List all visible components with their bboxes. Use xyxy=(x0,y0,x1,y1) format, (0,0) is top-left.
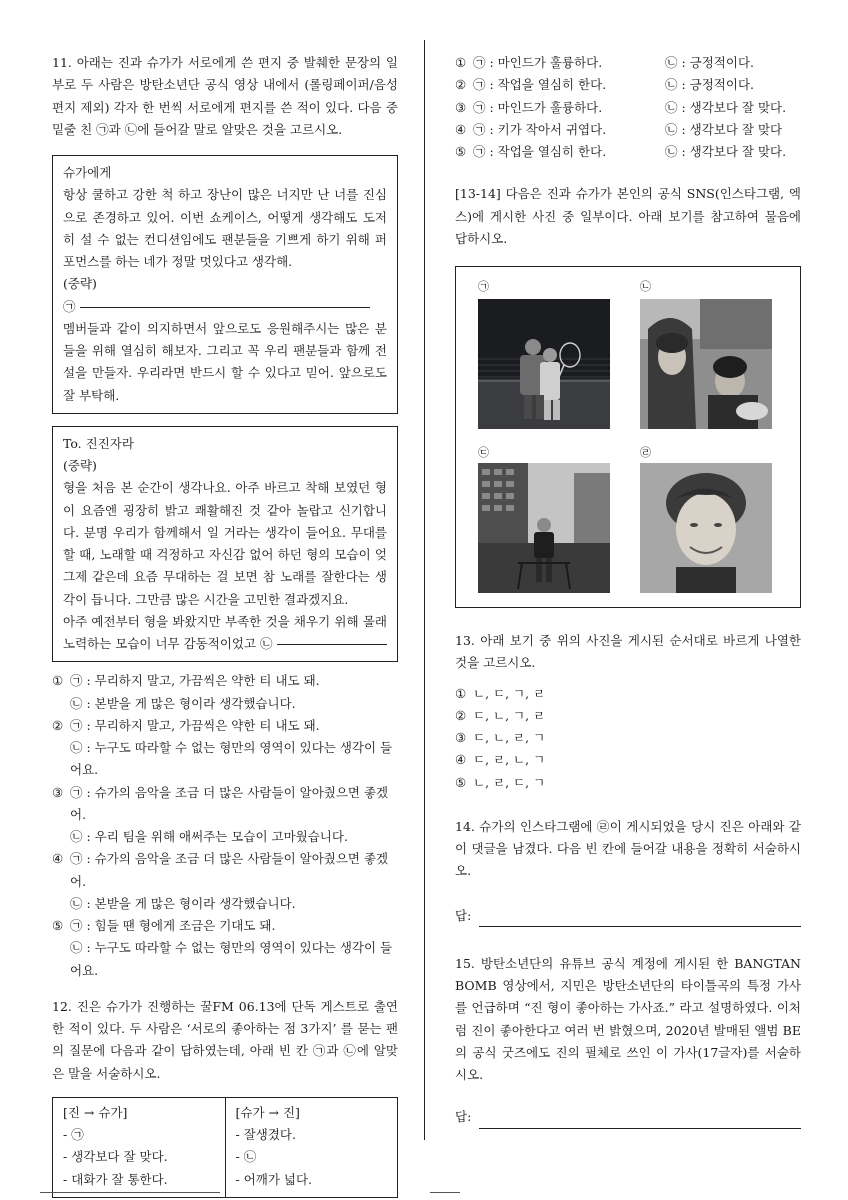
option-text-a: ㉠ : 마인드가 훌륭하다. xyxy=(473,55,603,70)
footer-rule-mid xyxy=(430,1192,460,1193)
q12-left-header: [진 → 슈가] xyxy=(63,1104,128,1120)
option-text-b: ㉡ : 본받을 게 많은 형이라 생각했습니다. xyxy=(70,895,296,911)
option-text: ㄴ, ㄹ, ㄷ, ㄱ xyxy=(473,774,546,790)
q13-stem: 13. 아래 보기 중 위의 사진을 게시된 순서대로 바르게 나열한 것을 고르시오. xyxy=(455,633,801,671)
q12-left-item: - 생각보다 잘 맞다. xyxy=(63,1149,168,1165)
q12-option[interactable] xyxy=(455,74,801,96)
letter2-omit: (중략) xyxy=(63,458,97,473)
q12-suga-to-jin xyxy=(225,1098,398,1197)
q12-left-item: - ㉠ xyxy=(63,1127,84,1142)
q15-answer-field[interactable] xyxy=(479,1115,801,1129)
photo-marker-c: ㉢ xyxy=(478,446,489,459)
photo-d-illustration xyxy=(640,463,772,593)
q13-option[interactable] xyxy=(455,727,801,749)
q12-jin-to-suga xyxy=(53,1098,225,1197)
option-text: ㄷ, ㄹ, ㄴ, ㄱ xyxy=(473,752,546,768)
q14-stem: 14. 슈가의 인스타그램에 ㉣이 게시되었을 당시 진은 아래와 같이 댓글을 남겼다. 다음 빈 칸에 들어갈 내용을 정확히 서술하시오. xyxy=(455,818,801,879)
photo-b-two-people-hoodie xyxy=(640,299,772,429)
option-text-a: ㉠ : 힘들 땐 형에게 조금은 기대도 돼. xyxy=(70,918,276,933)
q12-options xyxy=(455,52,801,163)
q12-right-header: [슈가 → 진] xyxy=(235,1104,300,1120)
option-text-a: ㉠ : 무리하지 말고, 가끔씩은 약한 티 내도 돼. xyxy=(70,717,320,733)
q14-answer-field[interactable] xyxy=(479,913,801,927)
q12-option[interactable] xyxy=(455,141,801,163)
option-text-a: ㉠ : 슈가의 음악을 조금 더 많은 사람들이 알아줬으면 좋겠어. xyxy=(70,851,389,889)
q12-option[interactable] xyxy=(455,97,801,119)
letter2-greeting: To. 진진자라 xyxy=(63,435,134,451)
option-number: ③ xyxy=(455,730,467,745)
option-text-b: ㉡ : 생각보다 잘 맞다. xyxy=(665,144,787,159)
blank-mark-a: ㉠ xyxy=(63,298,76,314)
q12-right-item: - 잘생겼다. xyxy=(235,1127,296,1142)
letter1-greeting: 슈가에게 xyxy=(63,165,112,180)
q11-option[interactable] xyxy=(52,715,398,782)
q13-options xyxy=(455,683,801,794)
option-text-b: ㉡ : 우리 팀을 위해 애써주는 모습이 고마웠습니다. xyxy=(70,829,348,844)
q15-answer-row xyxy=(455,1106,801,1128)
q11-option[interactable] xyxy=(52,848,398,915)
option-text: ㄷ, ㄴ, ㄱ, ㄹ xyxy=(473,707,546,723)
option-text-a: ㉠ : 작업을 열심히 한다. xyxy=(473,144,607,159)
blank-line-b xyxy=(277,644,387,645)
q11-option[interactable] xyxy=(52,670,398,715)
q12-left-item: - 대화가 잘 통한다. xyxy=(63,1171,168,1187)
option-number: ⑤ xyxy=(455,144,467,159)
option-text-b: ㉡ : 누구도 따라할 수 없는 형만의 영역이 있다는 생각이 들어요. xyxy=(70,940,393,978)
option-number: ① xyxy=(455,685,467,701)
q15-stem: 15. 방탄소년단의 유튜브 공식 계정에 게시된 한 BANGTAN BOMB 영상에서, 지민은 방탄소년단의 타이틀곡의 특정 가사를 언급하며 “진 형이 좋아하는 가사죠.” 라고 설명하였다. 이처럼 진이 좋아한다고 여러 번 밝혔으며, 2020년 발매된 앨범 BE의 공식 굿즈에도 진의 필체로 쓰인 이 가사(17글자)를 서술하시오. xyxy=(455,955,801,1082)
q12-option[interactable] xyxy=(455,52,801,74)
q12-table xyxy=(52,1097,398,1198)
option-text: ㄷ, ㄴ, ㄹ, ㄱ xyxy=(473,730,546,745)
q11-stem: 11. 아래는 진과 슈가가 서로에게 쓴 편지 중 발췌한 문장의 일부로 두 사람은 방탄소년단 공식 영상 내에서 (롤링페이퍼/음성편지 제외) 각자 한 번씩 서로에게 편지를 쓴 적이 있다. 다음 중 밑줄 친 ㉠과 ㉡에 들어갈 말로 알맞은 것을 고르시오. xyxy=(52,55,398,137)
option-text-b: ㉡ : 본받을 게 많은 형이라 생각했습니다. xyxy=(70,695,296,711)
option-number: ② xyxy=(455,707,467,723)
letter1-blank xyxy=(63,296,387,318)
column-divider xyxy=(424,40,425,1140)
left-column xyxy=(52,52,398,1198)
letter1-body: 항상 쿨하고 강한 척 하고 장난이 많은 너지만 난 너를 진심으로 존경하고 있어. 이번 쇼케이스, 어떻게 생각해도 도저히 설 수 없는 컨디션임에도 팬분들을 기쁘게 하기 위해 퍼포먼스를 하는 네가 정말 멋있다고 생각해. xyxy=(63,187,387,269)
q11-options xyxy=(52,670,398,982)
option-number: ② xyxy=(52,717,64,733)
blank-line-a xyxy=(80,307,370,308)
footer-rule-left xyxy=(40,1192,220,1193)
option-text-a: ㉠ : 슈가의 음악을 조금 더 많은 사람들이 알아줬으면 좋겠어. xyxy=(70,784,389,822)
q14-answer-row xyxy=(455,905,801,927)
option-number: ③ xyxy=(455,99,467,115)
option-text-b: ㉡ : 누구도 따라할 수 없는 형만의 영역이 있다는 생각이 들어요. xyxy=(70,740,393,778)
photo-a-illustration xyxy=(478,299,610,429)
letter-to-jin-box xyxy=(52,426,398,663)
q13-option[interactable] xyxy=(455,772,801,794)
photo-c-city-street xyxy=(478,463,610,593)
option-text-b: ㉡ : 생각보다 잘 맞다. xyxy=(665,99,787,115)
letter-to-suga-box xyxy=(52,155,398,414)
right-column xyxy=(455,52,801,1129)
option-number: ④ xyxy=(455,121,467,137)
q12-right-item: - 어깨가 넓다. xyxy=(235,1171,313,1187)
photo-c-illustration xyxy=(478,463,610,593)
q12-stem: 12. 진은 슈가가 진행하는 꿀FM 06.13에 단독 게스트로 출연한 적이 있다. 두 사람은 ‘서로의 좋아하는 점 3가지’ 를 묻는 팬의 질문에 다음과 같이 답하였는데, 아래 빈 칸 ㉠과 ㉡에 알맞은 말을 서술하시오. xyxy=(52,998,398,1081)
option-number: ③ xyxy=(52,784,64,800)
option-number: ④ xyxy=(52,851,64,867)
q13-option[interactable] xyxy=(455,749,801,771)
photo-a-tennis-court xyxy=(478,299,610,429)
q13-option[interactable] xyxy=(455,683,801,705)
letter2-body2-text: 아주 예전부터 형을 봐왔지만 부족한 것을 채우기 위해 몰래 노력하는 모습이 너무 감동적이었고 ㉡ xyxy=(63,613,387,651)
photo-panel xyxy=(455,266,801,608)
option-text-b: ㉡ : 긍정적이다. xyxy=(665,77,755,93)
option-number: ⑤ xyxy=(52,918,64,933)
letter1-body2: 멤버들과 같이 의지하면서 앞으로도 응원해주시는 많은 분들을 위해 열심히 해보자. 그리고 꼭 우리 팬분들과 함께 전설을 만들자. 우리라면 반드시 할 수 있다고 믿어. 앞으로도 잘 부탁해. xyxy=(63,320,387,403)
option-text-b: ㉡ : 긍정적이다. xyxy=(665,55,755,70)
option-text-a: ㉠ : 작업을 열심히 한다. xyxy=(473,77,607,93)
option-text-a: ㉠ : 키가 작아서 귀엽다. xyxy=(473,121,607,137)
letter2-body: 형을 처음 본 순간이 생각나요. 아주 바르고 착해 보였던 형이 요즘엔 굉장히 밝고 쾌활해진 것 같아 놀랍고 신기합니다. 분명 우리가 함께해서 일 거라는 생각이 들어요. 무대를 할 때, 노래할 때 걱정하고 자신감 없어 하던 형의 모습이 엊그제 같은데 요즘 무대하는 걸 보면 참 노래를 잘한다는 생각이 듭니다. 그만큼 많은 시간을 고민한 결과겠지요. xyxy=(63,480,387,607)
letter2-body2 xyxy=(63,611,387,656)
option-number: ⑤ xyxy=(455,774,467,790)
option-number: ① xyxy=(455,55,467,70)
photo-marker-a: ㉠ xyxy=(478,280,489,293)
photo-b-illustration xyxy=(640,299,772,429)
option-text-b: ㉡ : 생각보다 잘 맞다 xyxy=(665,121,783,137)
photo-marker-d: ㉣ xyxy=(640,446,651,459)
option-text: ㄴ, ㄷ, ㄱ, ㄹ xyxy=(473,685,546,701)
q15-answer-label: 답: xyxy=(455,1109,472,1125)
option-number: ④ xyxy=(455,752,467,768)
option-number: ② xyxy=(455,77,467,93)
q12-right-item: - ㉡ xyxy=(235,1149,257,1165)
photo-d-portrait xyxy=(640,463,772,593)
q11-option[interactable] xyxy=(52,915,398,982)
letter1-omit: (중략) xyxy=(63,276,97,292)
option-text-a: ㉠ : 무리하지 말고, 가끔씩은 약한 티 내도 돼. xyxy=(70,673,320,689)
q11-option[interactable] xyxy=(52,782,398,849)
photo-marker-b: ㉡ xyxy=(640,280,651,293)
q13-option[interactable] xyxy=(455,705,801,727)
option-number: ① xyxy=(52,673,64,689)
q14-answer-label: 답: xyxy=(455,907,472,923)
option-text-a: ㉠ : 마인드가 훌륭하다. xyxy=(473,99,603,115)
q12-option[interactable] xyxy=(455,119,801,141)
q13-14-intro: [13-14] 다음은 진과 슈가가 본인의 공식 SNS(인스타그램, 엑스)에 게시한 사진 중 일부이다. 아래 보기를 참고하여 물음에 답하시오. xyxy=(455,186,801,246)
